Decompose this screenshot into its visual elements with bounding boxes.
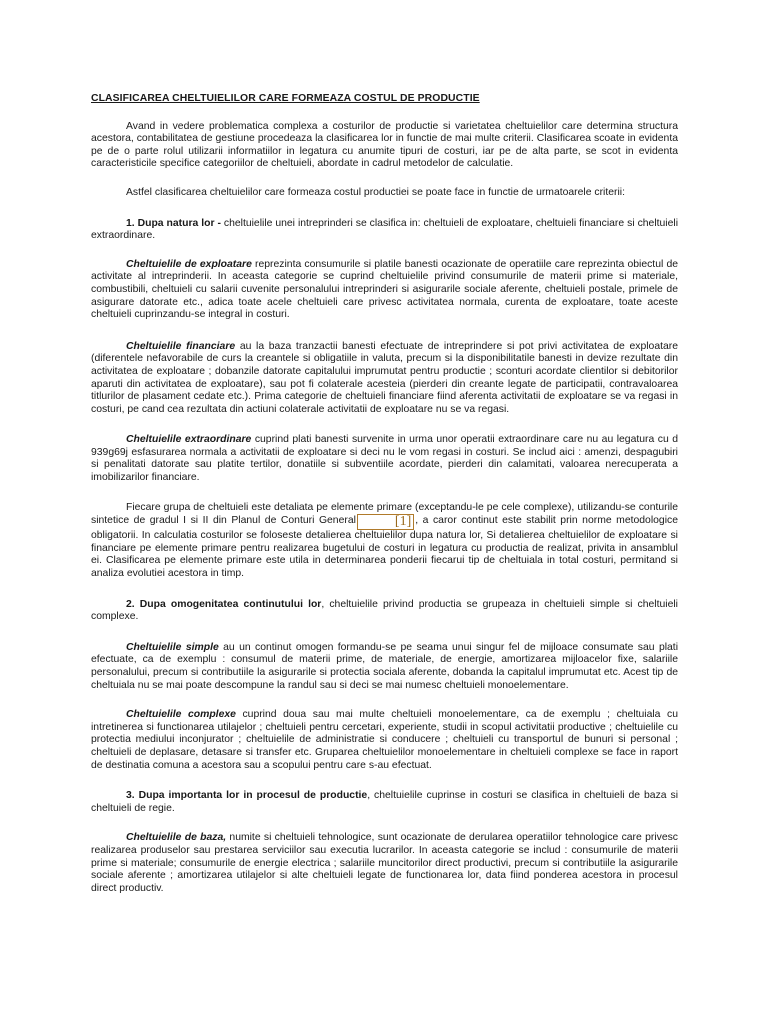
criterion-3-text: , cheltuielile cuprinse in costuri se clasifica in cheltuieli de baza si cheltuieli de regie. bbox=[91, 790, 678, 814]
document-body bbox=[91, 93, 678, 895]
criteria-intro-paragraph: Astfel clasificarea cheltuielilor care formeaza costul productiei se poate face in functie de urmatoarele criterii: bbox=[126, 186, 625, 198]
baza-term: Cheltuielile de baza, bbox=[126, 832, 227, 844]
baza-paragraph bbox=[91, 832, 678, 895]
complexe-text: cuprind doua sau mai multe cheltuieli monoelementare, ca de exemplu ; cheltuiala cu intretinerea si functionarea utilajelor ; cheltuieli pentru cercetari, experiente, studii in scopul activitatii productive ; cheltuielile cu protectia mediului inconjurator ; cheltuielile de administratie si conducere ; cheltuieli cu transportul de bunuri si personal ; cheltuieli de deplasare, detasare si transfer etc. Gruparea cheltuielilor monoelementare in cheltuieli complexe se face in raport de destinatia comuna a acestora sau a scopului pentru care s-au efectuat. bbox=[91, 709, 678, 771]
criterion-1-heading: 1. Dupa natura lor - bbox=[126, 217, 221, 229]
criterion-2-heading: 2. Dupa omogenitatea continutului lor bbox=[126, 598, 322, 610]
extraordinare-term: Cheltuielile extraordinare bbox=[126, 434, 252, 446]
grupa-paragraph bbox=[91, 502, 678, 581]
simple-text: au un continut omogen formandu-se pe seama unui singur fel de mijloace consumate sau plati efectuate, ca de exemplu : consumul de materii prime, de materiale, de energie, amortizarea mijloacelor fixe, salariile personalului, precum si contributiile la asigurarile si protectia sociala aferente, dobanda la capitalul imprumutat etc. Acest tip de cheltuiala nu se mai poate descompune la randul sau si deci se mai numesc cheltuieli monoelementare. bbox=[91, 641, 679, 691]
simple-term: Cheltuielile simple bbox=[126, 641, 219, 653]
document-title: CLASIFICAREA CHELTUIELILOR CARE FORMEAZA COSTUL DE PRODUCTIE bbox=[91, 93, 480, 104]
financiare-text: au la baza tranzactii banesti efectuate de intreprindere si pot privi activitatea de exploatare (diferentele nefavorabile de curs la creantele si obligatiile in valuta, precum si la disponibilitatile banesti in devize rezultate din activitatea de exploatare ; dobanzile datorate capitalului imprumutat pentru productie ; sconturi acordate clientilor si debitorilor aparuti din activitatea de exploatare), sau pot fi colaterale acesteia (pierderi din creante legate de participatii, contravaloarea titlurilor de plasament cedate etc.). Prima categorie de cheltuieli financiare fiind aferenta activitatii de exploatare se va regasi in costuri, pe cand cea rezultata din actiuni colaterale activitatii de exploatare nu se va regasi. bbox=[91, 340, 679, 415]
criterion-2-paragraph bbox=[91, 599, 678, 624]
extraordinare-text: cuprind plati banesti survenite in urma unor operatii extraordinare care nu au legatura cu d 939g69j esfasurarea normala a activitatii de exploatare si deci nu le vom regasi in costuri. Se includ aici : amenzi, despagubiri si penalitati datorate sau platite tertilor, donatiile si subventiile acordate, pierderi din calamitati, valoarea nerecuperata a imobilizarilor financiare. bbox=[91, 434, 678, 484]
financiare-paragraph bbox=[91, 341, 678, 417]
exploatare-text: reprezinta consumurile si platile banesti ocazionate de operatiile care reprezinta obiectul de activitate al intreprinderii. In aceasta categorie se cuprind cheltuielile privind consumurile de materii prime si materiale, combustibili, cheltuieli cu salarii cuvenite personalului intreprinderi si asigurarile sociale aferente, cheltuieli postale, primele de asigurare datorate etc., adica toate acele cheltuieli care privesc activitatea normala, curenta de exploatare, toate aceste cheltuieli cuprinzandu-se integral in costuri. bbox=[91, 258, 679, 321]
grupa-text-a: Fiecare grupa de cheltuieli este detaliata pe elemente primare (exceptandu-le pe cele complexe), utilizandu-se conturile sintetice de gradul I si II din Planul de Conturi General bbox=[91, 501, 678, 527]
criterion-1-paragraph bbox=[91, 218, 678, 243]
complexe-paragraph bbox=[91, 709, 678, 772]
criterion-3-paragraph bbox=[91, 790, 678, 815]
grupa-text-b: , a caror continut este stabilit prin norme metodologice obligatorii. In calculatia costurilor se foloseste detalierea cheltuielilor dupa natura lor, Si detalierea cheltuielilor de exploatare si financiare pe elemente primare pentru realizarea bugetului de costuri in legatura cu productia de realizat, privita in ansamblul ei. Clasificarea pe elemente primare este utila in determinarea ponderii fiecarui tip de cheltuiala in total costuri, permitand si analiza evolutiei acestora in timp. bbox=[91, 515, 678, 580]
criterion-3-heading: 3. Dupa importanta lor in procesul de productie bbox=[126, 790, 368, 802]
financiare-term: Cheltuielile financiare bbox=[126, 340, 236, 352]
criterion-1-text: cheltuielile unei intreprinderi se clasifica in: cheltuieli de exploatare, cheltuieli financiare si cheltuieli extraordinare. bbox=[91, 217, 679, 242]
extraordinare-paragraph bbox=[91, 434, 678, 484]
complexe-term: Cheltuielile complexe bbox=[126, 709, 236, 721]
criterion-2-text: , cheltuielile privind productia se grupeaza in cheltuieli simple si cheltuieli complexe. bbox=[91, 598, 678, 623]
exploatare-paragraph bbox=[91, 259, 678, 322]
footnote-reference-link[interactable]: [1] bbox=[357, 514, 414, 530]
simple-paragraph bbox=[91, 642, 678, 692]
intro-paragraph: Avand in vedere problematica complexa a costurilor de productie si varietatea cheltuielilor care determina structura acestora, contabilitatea de gestiune procedeaza la clasificarea lor in functie de mai multe criterii. Clasificarea scoate in evidenta pe de o parte rolul utilizarii informatiilor in legatura cu anumite tipuri de costuri, iar pe de alta parte, se scot in evidenta caracteristicile specifice categoriilor de cheltuieli, abordate in cadrul metodelor de calculatie. bbox=[91, 120, 678, 170]
exploatare-term: Cheltuielile de exploatare bbox=[126, 258, 252, 270]
baza-text: numite si cheltuieli tehnologice, sunt ocazionate de derularea operatiilor tehnologice care privesc realizarea produselor sau prestarea serviciilor sau executia lucrarilor. In aceasta categorie se includ : consumurile de materii prime si materiale; consumurile de energie electrica ; salariile muncitorilor direct productivi, precum si contributiile la asigurarile sociale aferente ; amortizarea utilajelor si alte cheltuieli legate de functionarea lor, data fiind ponderea acestora in procesul direct productiv. bbox=[91, 832, 678, 894]
